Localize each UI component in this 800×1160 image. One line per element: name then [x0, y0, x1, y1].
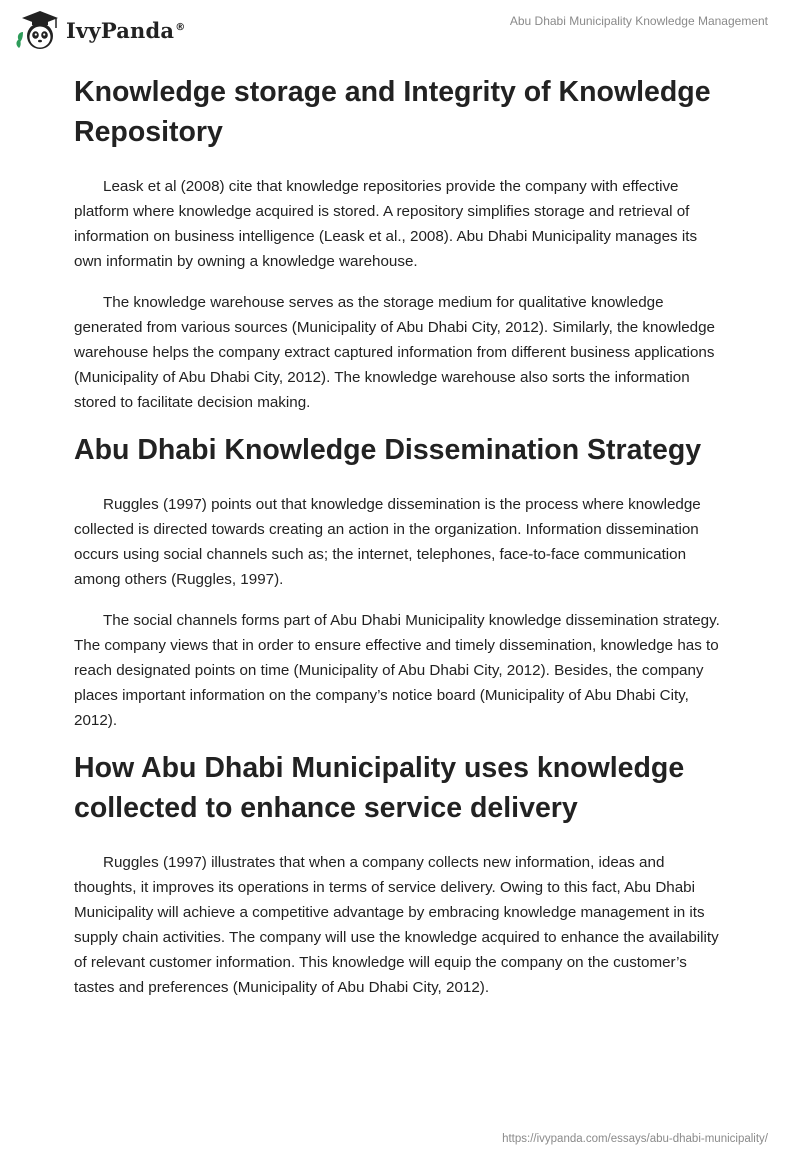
paragraph: The social channels forms part of Abu Dhabi Municipality knowledge dissemination strategy. The company views that in order to ensure effective and timely dissemination, knowledge has to reach designated points on time (Municipality of Abu Dhabi City, 2012). Besides, the company places important information on the company’s notice board (Municipality of Abu Dhabi City, 2012).: [74, 612, 720, 729]
paragraph: The knowledge warehouse serves as the storage medium for qualitative knowledge generated from various sources (Municipality of Abu Dhabi City, 2012). Similarly, the knowledge warehouse helps the company extract captured information from different business applications (Municipality of Abu Dhabi City, 2012). The knowledge warehouse also sorts the information stored to facilitate decision making.: [74, 294, 715, 411]
paragraph: Leask et al (2008) cite that knowledge repositories provide the company with effective platform where knowledge acquired is stored. A repository simplifies storage and retrieval of information on business intelligence (Leask et al., 2008). Abu Dhabi Municipality manages its own informatin by owning a knowledge warehouse.: [74, 178, 698, 270]
essay-content: [74, 72, 724, 1000]
panda-logo-icon: [14, 8, 62, 52]
section-heading: How Abu Dhabi Municipality uses knowledge collected to enhance service delivery: [74, 752, 685, 824]
paragraph: Ruggles (1997) illustrates that when a company collects new information, ideas and thoughts, it improves its operations in terms of service delivery. Owing to this fact, Abu Dhabi Municipality will achieve a competitive advantage by embracing knowledge management in its supply chain activities. The company will use the knowledge acquired to enhance the availability of relevant customer information. This knowledge will equip the company on the customer’s tastes and preferences (Municipality of Abu Dhabi City, 2012).: [74, 854, 719, 996]
section-heading: Abu Dhabi Knowledge Dissemination Strategy: [74, 434, 702, 466]
brand-name: IvyPanda®: [66, 17, 186, 43]
document-title: Abu Dhabi Municipality Knowledge Management: [509, 14, 768, 28]
page-header: [0, 0, 800, 60]
source-url[interactable]: https://ivypanda.com/essays/abu-dhabi-municipality/: [502, 1133, 768, 1145]
paragraph: Ruggles (1997) points out that knowledge dissemination is the process where knowledge collected is directed towards creating an action in the organization. Information dissemination occurs using social channels such as; the internet, telephones, face-to-face communication among others (Ruggles, 1997).: [74, 496, 701, 588]
brand-logo[interactable]: [14, 8, 185, 52]
section-heading: Knowledge storage and Integrity of Knowledge Repository: [74, 76, 711, 148]
